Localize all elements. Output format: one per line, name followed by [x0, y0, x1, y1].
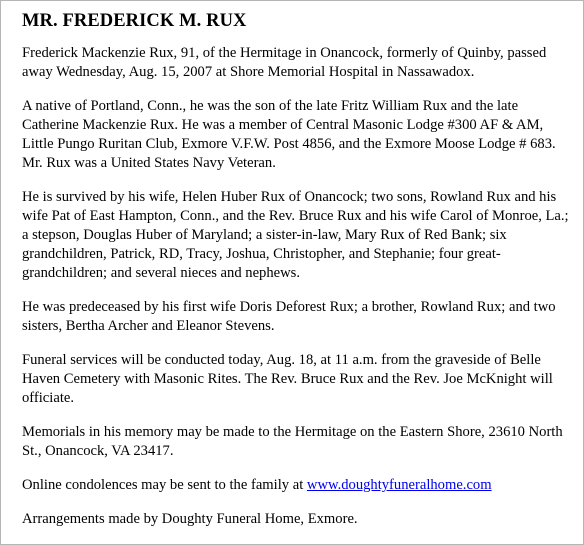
condolences-text: Online condolences may be sent to the family at	[22, 477, 307, 493]
paragraph-predeceased: He was predeceased by his first wife Doris Deforest Rux; a brother, Rowland Rux; and two sisters, Bertha Archer and Eleanor Stevens.	[22, 299, 556, 334]
funeral-home-link[interactable]: www.doughtyfuneralhome.com	[306, 477, 492, 493]
obituary-article	[22, 10, 570, 544]
paragraph-passing: Frederick Mackenzie Rux, 91, of the Hermitage in Onancock, formerly of Quinby, passed away Wednesday, Aug. 15, 2007 at Shore Memorial Hospital in Nassawadox.	[22, 45, 547, 80]
paragraph-memorials: Memorials in his memory may be made to the Hermitage on the Eastern Shore, 23610 North St., Onancock, VA 23417.	[22, 424, 563, 459]
paragraph-background: A native of Portland, Conn., he was the son of the late Fritz William Rux and the late Catherine Mackenzie Rux. He was a member of Central Masonic Lodge #300 AF & AM, Little Pungo Ruritan Club, Exmore V.F.W. Post 4856, and the Exmore Moose Lodge # 683. Mr. Rux was a United States Navy Veteran.	[22, 98, 556, 171]
paragraph-survivors: He is survived by his wife, Helen Huber Rux of Onancock; two sons, Rowland Rux and his wife Pat of East Hampton, Conn., and the Rev. Bruce Rux and his wife Carol of Monroe, La.; a stepson, Douglas Huber of Maryland; a sister-in-law, Mary Rux of Red Bank; six grandchildren, Patrick, RD, Tracy, Joshua, Christopher, and Stephanie; four great-grandchildren; and several nieces and nephews.	[22, 189, 569, 281]
paragraph-condolences	[22, 476, 570, 495]
obituary-title: MR. FREDERICK M. RUX	[22, 11, 247, 31]
paragraph-arrangements: Arrangements made by Doughty Funeral Home, Exmore.	[22, 511, 358, 527]
paragraph-funeral-services: Funeral services will be conducted today, Aug. 18, at 11 a.m. from the graveside of Belle Haven Cemetery with Masonic Rites. The Rev. Bruce Rux and the Rev. Joe McKnight will officiate.	[22, 352, 553, 406]
